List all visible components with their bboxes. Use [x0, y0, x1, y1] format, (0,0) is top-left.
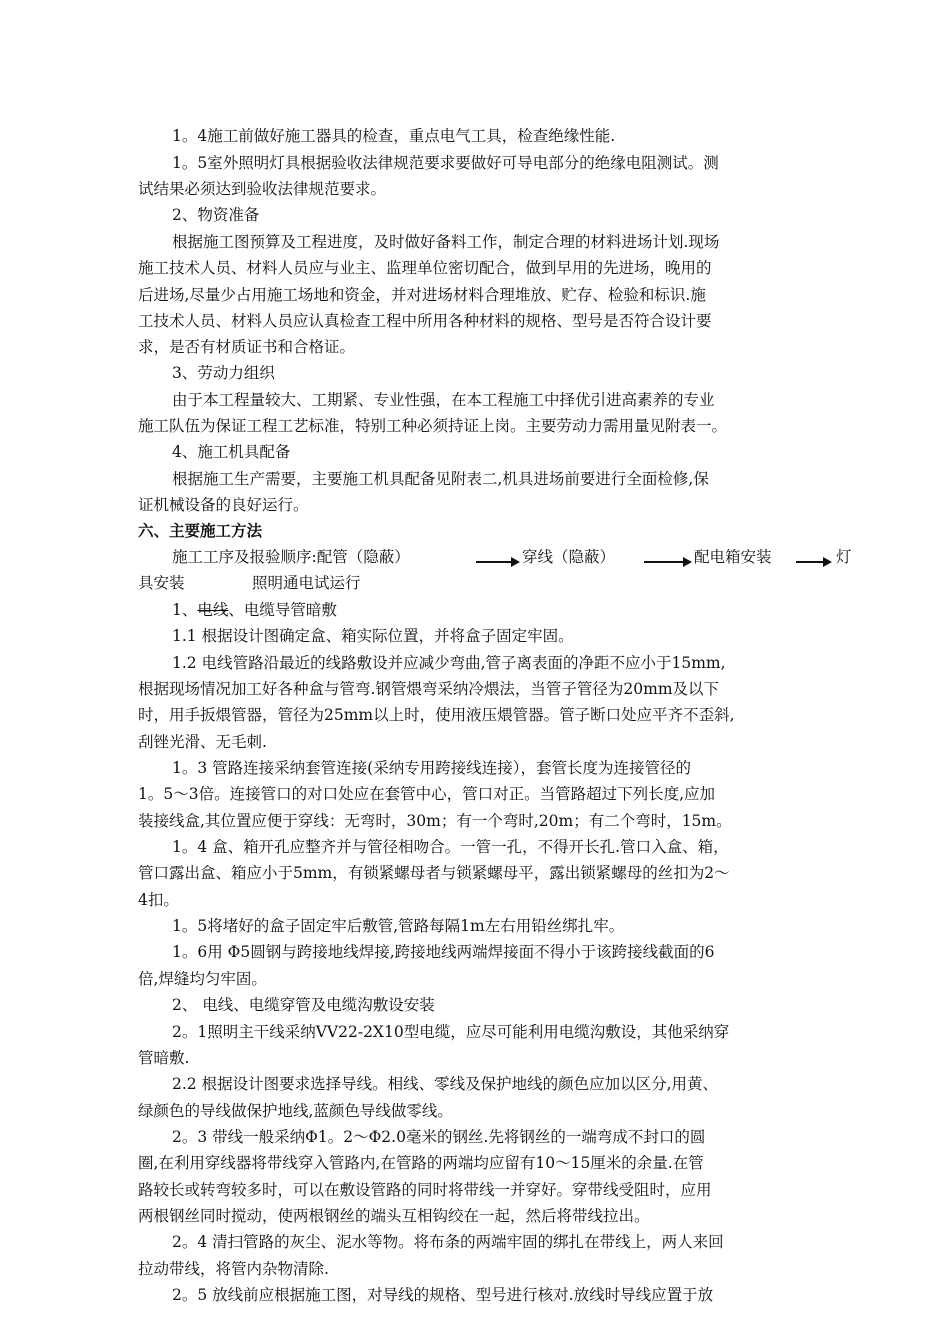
paragraph-line: 根据施工图预算及工程进度，及时做好备料工作，制定合理的材料进场计划.现场 [172, 233, 720, 251]
flow-step: 灯 [836, 548, 852, 566]
paragraph-line: 1。4施工前做好施工器具的检查，重点电气工具，检查绝缘性能. [172, 127, 616, 145]
flow-step: 照明通电试运行 [252, 574, 361, 592]
paragraph-line: 1。6用 Φ5圆钢与跨接地线焊接,跨接地线两端焊接面不得小于该跨接线截面的6 [172, 943, 715, 961]
paragraph-line: 刮锉光滑、无毛刺. [138, 733, 267, 751]
flow-intro: 施工工序及报验顺序:配管（隐蔽） [172, 548, 410, 566]
paragraph-line: 工技术人员、材料人员应认真检查工程中所用各种材料的规格、型号是否符合设计要 [138, 312, 712, 330]
subheading [172, 599, 860, 621]
paragraph-line: 装接线盒,其位置应便于穿线：无弯时，30m；有一个弯时,20m；有二个弯时，15m。 [138, 812, 732, 830]
paragraph-line: 1。4 盒、箱开孔应整齐并与管径相吻合。一管一孔，不得开长孔.管口入盒、箱， [172, 838, 729, 856]
paragraph-line: 圈,在利用穿线器将带线穿入管路内,在管路的两端均应留有10～15厘米的余量.在管 [138, 1154, 704, 1172]
paragraph-line: 2。1照明主干线采纳VV22-2X10型电缆，应尽可能利用电缆沟敷设，其他采纳穿 [172, 1023, 730, 1041]
arrow-icon [476, 557, 520, 567]
flow-step: 穿线（隐蔽） [522, 548, 616, 566]
subheading-rest: 、电缆导管暗敷 [228, 601, 337, 619]
paragraph-line: 施工技术人员、材料人员应与业主、监理单位密切配合，做到早用的先进场，晚用的 [138, 259, 712, 277]
paragraph-line: 由于本工程量较大、工期紧、专业性强，在本工程施工中择优引进高素养的专业 [172, 391, 715, 409]
paragraph-line: 管口露出盒、箱应小于5mm，有锁紧螺母者与锁紧螺母平，露出锁紧螺母的丝扣为2～ [138, 864, 730, 882]
paragraph-line: 倍,焊缝均匀牢固。 [138, 970, 267, 988]
paragraph-line: 2。4 清扫管路的灰尘、泥水等物。将布条的两端牢固的绑扎在带线上，两人来回 [172, 1233, 724, 1251]
paragraph-line: 管暗敷. [138, 1049, 190, 1067]
arrow-icon [644, 557, 692, 567]
subheading-prefix: 1、 [172, 601, 198, 619]
paragraph-line: 1.2 电线管路沿最近的线路敷设并应减少弯曲,管子离表面的净距不应小于15mm, [172, 654, 726, 672]
arrow-icon [796, 557, 832, 567]
subheading: 4、施工机具配备 [172, 443, 291, 461]
paragraph-line: 试结果必须达到验收法律规范要求。 [138, 180, 387, 198]
paragraph-line: 2。3 带线一般采纳Φ1。2～Φ2.0毫米的钢丝.先将钢丝的一端弯成不封口的圆 [172, 1128, 706, 1146]
paragraph-line: 1。5～3倍。连接管口的对口处应在套管中心，管口对正。当管路超过下列长度,应加 [138, 785, 716, 803]
paragraph-line: 根据施工生产需要，主要施工机具配备见附表二,机具进场前要进行全面检修,保 [172, 470, 709, 488]
section-heading: 六、主要施工方法 [138, 522, 263, 540]
paragraph-line: 1。3 管路连接采纳套管连接(采纳专用跨接线连接），套管长度为连接管径的 [172, 759, 691, 777]
paragraph-line: 4扣。 [138, 891, 179, 909]
paragraph-line: 根据现场情况加工好各种盒与管弯.钢管煨弯采纳冷煨法，当管子管径为20mm及以下 [138, 680, 720, 698]
paragraph-line: 路较长或转弯较多时，可以在敷设管路的同时将带线一并穿好。穿带线受阻时，应用 [138, 1181, 712, 1199]
paragraph-line: 两根钢丝同时搅动，使两根钢丝的端头互相钩绞在一起，然后将带线拉出。 [138, 1207, 650, 1225]
struck-text: 电线 [197, 601, 229, 619]
paragraph-line: 拉动带线，将管内杂物清除. [138, 1260, 329, 1278]
paragraph-line: 时，用手扳煨管器，管径为25mm以上时，使用液压煨管器。管子断口处应平齐不歪斜, [138, 706, 735, 724]
paragraph-line: 1。5将堵好的盒子固定牢后敷管,管路每隔1m左右用铅丝绑扎牢。 [172, 917, 625, 935]
paragraph-line: 2。5 放线前应根据施工图，对导线的规格、型号进行核对.放线时导线应置于放 [172, 1286, 714, 1304]
paragraph-line: 绿颜色的导线做保护地线,蓝颜色导线做零线。 [138, 1102, 453, 1120]
paragraph-line: 1.1 根据设计图确定盒、箱实际位置，并将盒子固定牢固。 [172, 627, 574, 645]
subheading: 2、物资准备 [172, 206, 260, 224]
flow-step: 配电箱安装 [694, 548, 772, 566]
paragraph-line: 后进场,尽量少占用施工场地和资金，并对进场材料合理堆放、贮存、检验和标识.施 [138, 286, 706, 304]
subheading: 3、劳动力组织 [172, 364, 275, 382]
paragraph-line: 求，是否有材质证书和合格证。 [138, 338, 356, 356]
paragraph-line: 施工队伍为保证工程工艺标准，特别工种必须持证上岗。主要劳动力需用量见附表一。 [138, 417, 728, 435]
paragraph-line: 证机械设备的良好运行。 [138, 496, 309, 514]
flow-step: 具安装 [138, 574, 185, 592]
paragraph-line: 2.2 根据设计图要求选择导线。相线、零线及保护地线的颜色应加以区分,用黄、 [172, 1075, 719, 1093]
subheading: 2、 电线、电缆穿管及电缆沟敷设安装 [172, 996, 435, 1014]
paragraph-line: 1。5室外照明灯具根据验收法律规范要求要做好可导电部分的绝缘电阻测试。测 [172, 154, 719, 172]
